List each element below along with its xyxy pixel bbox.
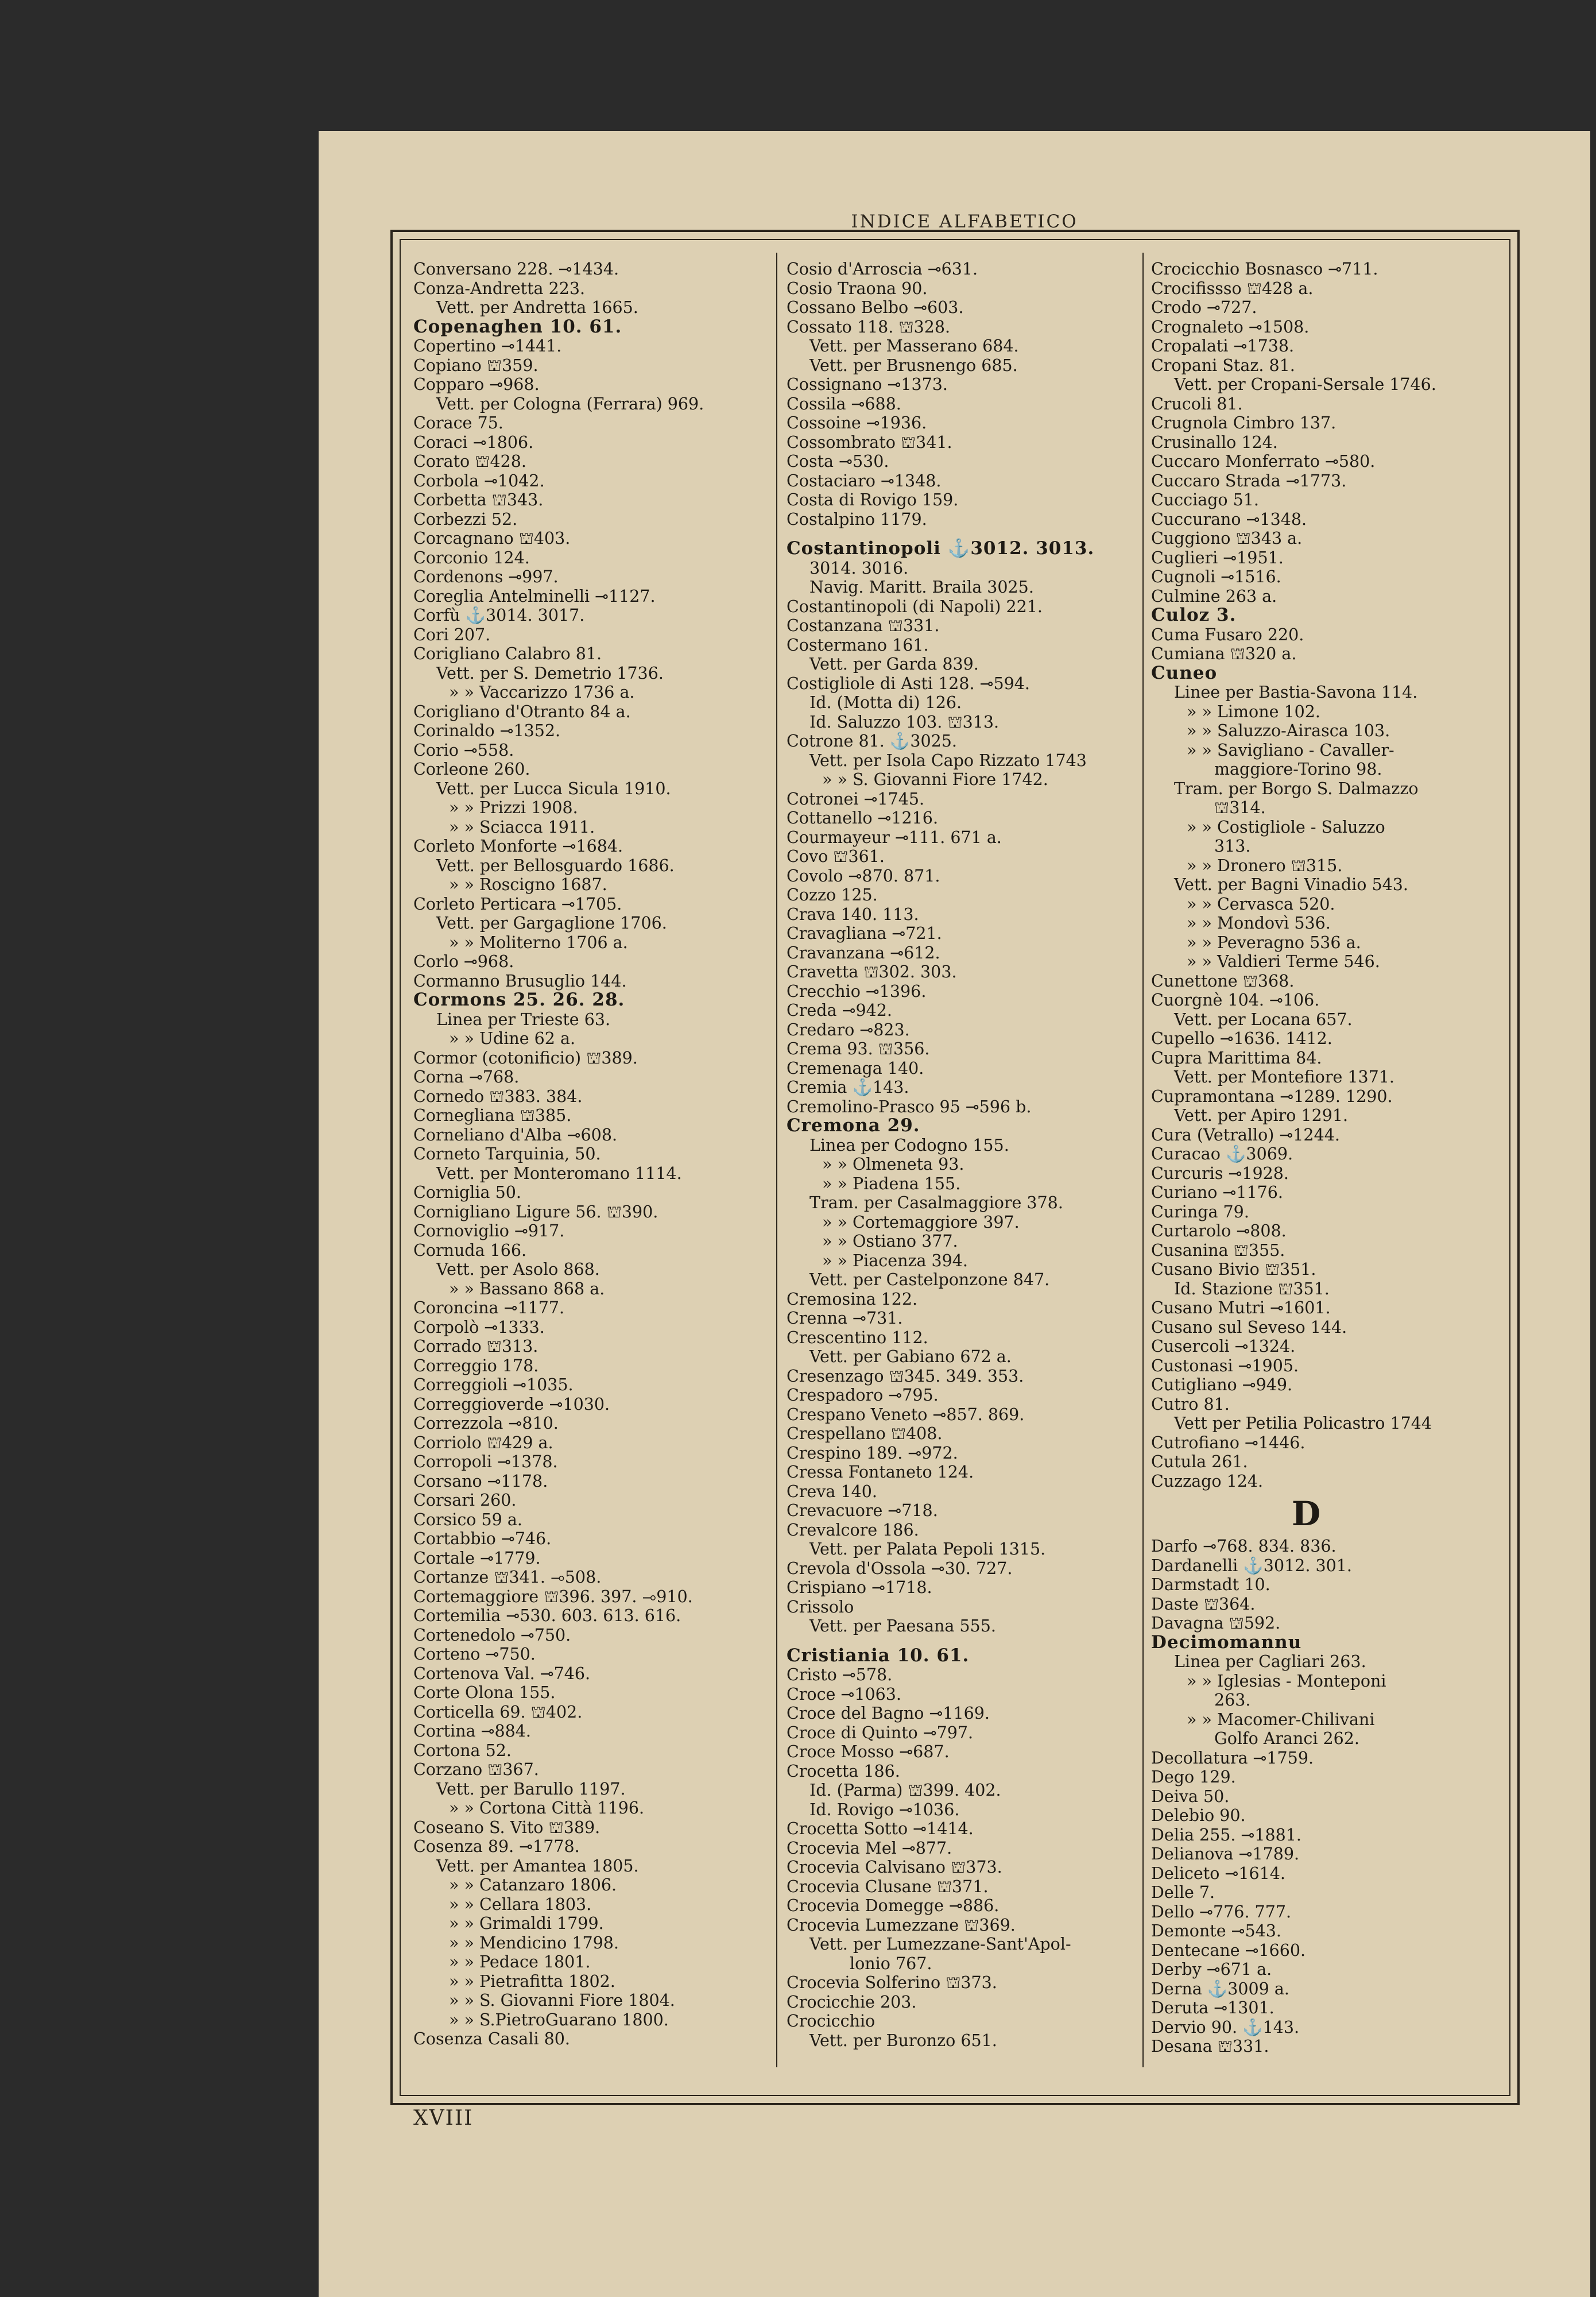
index-entry: Corzano ⛫367. [413, 1760, 539, 1779]
column-divider [1142, 253, 1144, 2067]
index-entry: Corinaldo ⊸1352. [413, 721, 561, 740]
index-entry: Derby ⊸671 a. [1151, 1960, 1272, 1979]
index-entry: » » Prizzi 1908. [449, 798, 578, 817]
index-entry: » » Pietrafitta 1802. [449, 1971, 615, 1991]
index-entry: » » Savigliano - Cavaller- [1187, 740, 1394, 760]
index-entry: Linee per Bastia-Savona 114. [1174, 683, 1418, 702]
index-entry: Copiano ⛫359. [413, 355, 539, 375]
index-entry: lonio 767. [850, 1954, 932, 1973]
index-entry: Culmine 263 a. [1151, 586, 1277, 606]
index-entry: » » Limone 102. [1187, 702, 1320, 721]
index-entry: Vett. per Palata Pepoli 1315. [809, 1540, 1046, 1559]
index-heading: Decimomannu [1151, 1631, 1302, 1653]
index-entry: » » Grimaldi 1799. [449, 1914, 604, 1933]
index-column-1 [413, 260, 764, 2049]
index-entry: Croce Mosso ⊸687. [787, 1742, 950, 1761]
index-entry: Cortona 52. [413, 1741, 512, 1760]
index-entry: Decollatura ⊸1759. [1151, 1748, 1314, 1768]
index-entry: Crocevia Mel ⊸877. [787, 1838, 952, 1858]
index-entry: Costermano 161. [787, 635, 929, 655]
index-entry: Curcuris ⊸1928. [1151, 1163, 1289, 1183]
index-entry: Vett. per Cropani-Sersale 1746. [1174, 375, 1436, 394]
index-entry: » » Peveragno 536 a. [1187, 933, 1361, 952]
index-entry: Crevola d'Ossola ⊸30. 727. [787, 1559, 1013, 1578]
index-entry: Cormor (cotonificio) ⛫389. [413, 1048, 638, 1068]
index-entry: Crecchio ⊸1396. [787, 981, 927, 1001]
index-entry: Cusano Bivio ⛫351. [1151, 1260, 1316, 1279]
index-entry: Linea per Codogno 155. [809, 1135, 1009, 1155]
index-entry: Corio ⊸558. [413, 740, 514, 760]
index-entry: Cuglieri ⊸1951. [1151, 548, 1284, 567]
index-entry: Deliceto ⊸1614. [1151, 1863, 1285, 1883]
index-entry: Cugnoli ⊸1516. [1151, 567, 1281, 586]
index-entry: Tram. per Borgo S. Dalmazzo [1174, 779, 1419, 798]
index-entry: Vett. per Lucca Sicula 1910. [436, 779, 671, 798]
index-heading: Cormons 25. 26. 28. [413, 989, 625, 1010]
index-entry: Cosenza Casali 80. [413, 2029, 570, 2048]
index-entry: Cropani Staz. 81. [1151, 355, 1295, 375]
index-entry: Crucoli 81. [1151, 394, 1243, 413]
index-entry: Cutrofiano ⊸1446. [1151, 1433, 1306, 1452]
index-entry: Cutula 261. [1151, 1452, 1248, 1471]
index-entry: Cuggiono ⛫343 a. [1151, 529, 1303, 548]
index-entry: Corsano ⊸1178. [413, 1471, 548, 1491]
index-entry: Vett. per Cologna (Ferrara) 969. [436, 394, 704, 413]
index-entry: Cusano sul Seveso 144. [1151, 1317, 1347, 1337]
index-entry: Cornedo ⛫383. 384. [413, 1086, 583, 1106]
index-entry: Cucciago 51. [1151, 490, 1259, 509]
index-entry: Copertino ⊸1441. [413, 337, 562, 355]
index-entry: Cresenzago ⛫345. 349. 353. [787, 1366, 1024, 1386]
index-entry: Vett. per Masserano 684. [809, 337, 1019, 355]
index-entry: Costa ⊸530. [787, 452, 889, 471]
index-entry: » » Piadena 155. [822, 1174, 961, 1193]
index-entry: Vett. per Garda 839. [809, 655, 979, 674]
index-entry: Corbezzi 52. [413, 509, 518, 529]
index-entry: Crevalcore 186. [787, 1520, 919, 1540]
index-entry: Daste ⛫364. [1151, 1594, 1256, 1614]
index-entry: Cutigliano ⊸949. [1151, 1375, 1293, 1394]
index-entry: Deruta ⊸1301. [1151, 1998, 1275, 2017]
index-entry: Cravetta ⛫302. 303. [787, 962, 957, 981]
index-entry: Cortale ⊸1779. [413, 1548, 541, 1568]
index-heading: Culoz 3. [1151, 605, 1237, 625]
index-entry: Cupramontana ⊸1289. 1290. [1151, 1086, 1393, 1106]
index-entry: Cortenedolo ⊸750. [413, 1625, 571, 1645]
page-header: INDICE ALFABETICO [851, 211, 1078, 232]
index-entry: Corriolo ⛫429 a. [413, 1433, 553, 1452]
index-entry: Cusercoli ⊸1324. [1151, 1337, 1296, 1356]
index-entry: Corbetta ⛫343. [413, 490, 544, 509]
index-entry: Corna ⊸768. [413, 1068, 520, 1086]
index-entry: Crocevia Clusane ⛫371. [787, 1877, 989, 1896]
index-entry: Cotrone 81. ⚓3025. [787, 732, 957, 751]
index-entry: Cortemilia ⊸530. 603. 613. 616. [413, 1606, 681, 1625]
index-entry: Crissolo [787, 1597, 854, 1617]
index-entry: Derna ⚓3009 a. [1151, 1979, 1289, 1998]
index-entry: Courmayeur ⊸111. 671 a. [787, 827, 1002, 847]
index-entry: Tram. per Casalmaggiore 378. [809, 1193, 1063, 1212]
index-entry: Cuorgnè 104. ⊸106. [1151, 991, 1320, 1010]
index-entry: Costantinopoli (di Napoli) 221. [787, 597, 1043, 616]
index-entry: Cotronei ⊸1745. [787, 789, 925, 809]
index-entry: Cutro 81. [1151, 1394, 1230, 1414]
index-entry: Vett per Petilia Policastro 1744 [1174, 1414, 1432, 1433]
index-entry: Demonte ⊸543. [1151, 1921, 1281, 1940]
index-entry: » » Iglesias - Monteponi [1187, 1671, 1386, 1691]
index-heading: Cristiania 10. 61. [787, 1645, 970, 1666]
index-entry: Cornegliana ⛫385. [413, 1106, 572, 1125]
index-entry: » » Ostiano 377. [822, 1232, 958, 1251]
index-entry: Corneto Tarquinia, 50. [413, 1144, 601, 1163]
index-entry: Cossato 118. ⛫328. [787, 317, 951, 337]
index-entry: » » Mondovì 536. [1187, 914, 1331, 933]
index-entry: Vett. per Gargaglione 1706. [436, 914, 667, 933]
index-entry: ⛫314. [1214, 798, 1266, 817]
index-entry: Cossombrato ⛫341. [787, 432, 952, 452]
index-entry: Cusanina ⛫355. [1151, 1240, 1285, 1260]
index-entry: Delianova ⊸1789. [1151, 1844, 1300, 1863]
index-entry: Crocifissso ⛫428 a. [1151, 279, 1314, 298]
index-entry: Covo ⛫361. [787, 847, 885, 866]
index-entry: Cortemaggiore ⛫396. 397. ⊸910. [413, 1587, 693, 1606]
index-entry: Crocetta Sotto ⊸1414. [787, 1819, 974, 1838]
index-entry: Cosio d'Arroscia ⊸631. [787, 260, 978, 279]
index-entry: Corleto Monforte ⊸1684. [413, 837, 623, 856]
index-entry: » » Dronero ⛫315. [1187, 856, 1343, 875]
index-entry: Cressa Fontaneto 124. [787, 1463, 974, 1482]
index-entry: Dentecane ⊸1660. [1151, 1940, 1306, 1960]
index-entry: 263. [1214, 1691, 1251, 1710]
index-entry: Cuccurano ⊸1348. [1151, 509, 1307, 529]
index-entry: Cozzo 125. [787, 885, 878, 904]
index-entry: Vett. per Bellosguardo 1686. [436, 856, 675, 875]
index-entry: Correggioli ⊸1035. [413, 1375, 574, 1394]
index-entry: Cremosina 122. [787, 1289, 918, 1309]
index-entry: Cremia ⚓143. [787, 1078, 909, 1097]
index-entry: Cusano Mutri ⊸1601. [1151, 1298, 1331, 1317]
index-entry: Deiva 50. [1151, 1786, 1230, 1806]
index-entry: » » Olmeneta 93. [822, 1155, 964, 1174]
index-entry: Delle 7. [1151, 1883, 1215, 1902]
index-entry: Vett. per Monteromano 1114. [436, 1163, 682, 1183]
index-entry: Cossano Belbo ⊸603. [787, 298, 964, 317]
index-entry: » » Macomer-Chilivani [1187, 1710, 1375, 1729]
index-column-3 [1151, 260, 1501, 2056]
index-entry: Davagna ⛫592. [1151, 1614, 1281, 1633]
index-entry: » » Mendicino 1798. [449, 1933, 619, 1952]
column-divider [776, 253, 777, 2067]
index-entry: Croce di Quinto ⊸797. [787, 1723, 974, 1742]
index-entry: Crocevia Calvisano ⛫373. [787, 1858, 1002, 1877]
index-entry: Crescentino 112. [787, 1328, 928, 1347]
index-entry: Cornigliano Ligure 56. ⛫390. [413, 1202, 658, 1221]
index-entry: » » Valdieri Terme 546. [1187, 952, 1380, 971]
index-entry: Conza-Andretta 223. [413, 279, 586, 298]
index-entry: Corticella 69. ⛫402. [413, 1702, 583, 1722]
index-entry: Delebio 90. [1151, 1806, 1246, 1825]
index-entry: » » Costigliole - Saluzzo [1187, 817, 1385, 837]
index-entry: Vett. per Asolo 868. [436, 1260, 600, 1279]
index-entry: Desana ⛫331. [1151, 2037, 1269, 2056]
index-entry: Cristo ⊸578. [787, 1665, 893, 1684]
index-entry: Vett. per S. Demetrio 1736. [436, 663, 664, 683]
index-entry: Covolo ⊸870. 871. [787, 866, 940, 885]
index-entry: Correggioverde ⊸1030. [413, 1394, 610, 1414]
index-entry: Corigliano Calabro 81. [413, 644, 602, 663]
index-entry: » » S. Giovanni Fiore 1742. [822, 770, 1048, 789]
index-entry: » » Cervasca 520. [1187, 894, 1335, 914]
index-entry: Cremolino-Prasco 95 ⊸596 b. [787, 1097, 1032, 1116]
index-entry: Dello ⊸776. 777. [1151, 1902, 1292, 1921]
page-number: XVIII [413, 2106, 474, 2130]
index-entry: Corfù ⚓3014. 3017. [413, 606, 585, 625]
index-entry: Crema 93. ⛫356. [787, 1039, 930, 1058]
index-entry: » » Catanzaro 1806. [449, 1876, 617, 1894]
index-entry [787, 1636, 1137, 1646]
index-entry: Cossila ⊸688. [787, 394, 901, 413]
index-heading: Cuneo [1151, 662, 1218, 683]
index-entry: Corte Olona 155. [413, 1683, 556, 1702]
index-entry: Vett. per Andretta 1665. [436, 298, 638, 317]
index-entry: Coraci ⊸1806. [413, 432, 534, 452]
index-entry: Conversano 228. ⊸1434. [413, 260, 619, 279]
index-entry: Curiano ⊸1176. [1151, 1183, 1283, 1202]
index-entry: Curinga 79. [1151, 1202, 1249, 1221]
index-entry: Cornoviglio ⊸917. [413, 1221, 565, 1240]
index-entry: » » S. Giovanni Fiore 1804. [449, 1991, 675, 2010]
index-entry: » » Cortona Città 1196. [449, 1799, 645, 1818]
index-entry: Linea per Trieste 63. [436, 1010, 611, 1029]
index-entry: Cortanze ⛫341. ⊸508. [413, 1568, 602, 1587]
index-entry: Cormanno Brusuglio 144. [413, 971, 627, 991]
index-entry: Corneliano d'Alba ⊸608. [413, 1125, 618, 1144]
index-entry: Cuma Fusaro 220. [1151, 625, 1304, 644]
index-entry: Crusinallo 124. [1151, 432, 1278, 452]
index-entry: Costanzana ⛫331. [787, 616, 940, 635]
index-entry: Costigliole di Asti 128. ⊸594. [787, 674, 1030, 693]
index-entry: » » Pedace 1801. [449, 1952, 591, 1971]
index-entry: Crespadoro ⊸795. [787, 1386, 939, 1405]
index-entry: Dardanelli ⚓3012. 301. [1151, 1556, 1352, 1575]
index-entry: » » S.PietroGuarano 1800. [449, 2010, 669, 2029]
index-entry: Dego 129. [1151, 1768, 1236, 1786]
index-entry: Corniglia 50. [413, 1183, 521, 1202]
index-entry: Croce ⊸1063. [787, 1684, 901, 1704]
index-entry: Correzzola ⊸810. [413, 1414, 559, 1433]
index-entry: Vett. per Bagni Vinadio 543. [1174, 875, 1408, 894]
index-entry: Golfo Aranci 262. [1214, 1729, 1359, 1748]
index-entry: Corteno ⊸750. [413, 1645, 536, 1664]
index-entry: Vett. per Isola Capo Rizzato 1743 [809, 751, 1087, 770]
index-entry: Copparo ⊸968. [413, 375, 540, 394]
index-entry: » » Vaccarizzo 1736 a. [449, 683, 635, 702]
index-entry: Id. Rovigo ⊸1036. [809, 1800, 960, 1819]
index-entry: Vett. per Gabiano 672 a. [809, 1347, 1012, 1366]
index-entry: Navig. Maritt. Braila 3025. [809, 578, 1034, 597]
index-entry: Corato ⛫428. [413, 452, 526, 471]
index-entry: Cossignano ⊸1373. [787, 375, 948, 394]
index-entry: » » Cellara 1803. [449, 1894, 592, 1914]
index-entry: Cunettone ⛫368. [1151, 971, 1295, 991]
index-entry: Vett. per Apiro 1291. [1174, 1106, 1349, 1125]
index-entry: » » Bassano 868 a. [449, 1279, 605, 1298]
index-entry: Id. Stazione ⛫351. [1174, 1279, 1330, 1298]
index-entry: Croce del Bagno ⊸1169. [787, 1704, 990, 1723]
index-entry: Crocicchio Bosnasco ⊸711. [1151, 260, 1378, 279]
index-entry: Vett. per Montefiore 1371. [1174, 1068, 1394, 1086]
index-entry: Coroncina ⊸1177. [413, 1298, 565, 1317]
index-entry: Cosenza 89. ⊸1778. [413, 1837, 580, 1856]
index-entry: » » Sciacca 1911. [449, 817, 595, 837]
index-entry: Cuccaro Monferrato ⊸580. [1151, 452, 1376, 471]
index-entry: Vett. per Amantea 1805. [436, 1856, 639, 1876]
index-entry: Corlo ⊸968. [413, 952, 514, 971]
index-entry: Linea per Cagliari 263. [1174, 1652, 1366, 1671]
index-entry: Coseano S. Vito ⛫389. [413, 1818, 601, 1837]
index-entry: Cuzzago 124. [1151, 1471, 1264, 1491]
index-entry: Crodo ⊸727. [1151, 298, 1257, 317]
index-entry: » » Udine 62 a. [449, 1029, 576, 1048]
index-entry: Vett. per Castelponzone 847. [809, 1270, 1050, 1289]
index-entry: Cremenaga 140. [787, 1058, 924, 1078]
index-entry: Crava 140. 113. [787, 904, 919, 924]
index-entry: Creva 140. [787, 1482, 877, 1501]
index-entry: Coreglia Antelminelli ⊸1127. [413, 586, 656, 606]
index-entry: Id. (Motta di) 126. [809, 693, 962, 712]
index-entry: Vett. per Lumezzane-Sant'Apol- [809, 1935, 1071, 1954]
index-entry: Crenna ⊸731. [787, 1309, 903, 1328]
index-entry: Costaciaro ⊸1348. [787, 471, 942, 490]
index-heading: Cremona 29. [787, 1115, 920, 1136]
index-entry: Corace 75. [413, 413, 503, 432]
index-entry: Cordenons ⊸997. [413, 567, 559, 586]
index-entry: Costa di Rovigo 159. [787, 490, 959, 509]
index-entry: Cortenova Val. ⊸746. [413, 1664, 591, 1683]
index-entry: Crocetta 186. [787, 1761, 900, 1781]
index-entry: Delia 255. ⊸1881. [1151, 1825, 1301, 1844]
index-entry: Vett. per Barullo 1197. [436, 1779, 626, 1799]
index-entry: Cori 207. [413, 625, 491, 644]
index-entry: maggiore-Torino 98. [1214, 760, 1382, 779]
index-entry: Crocevia Domegge ⊸886. [787, 1896, 1000, 1915]
index-entry: Corleone 260. [413, 760, 530, 779]
index-entry: Corcagnano ⛫403. [413, 529, 571, 548]
index-entry: Cumiana ⛫320 a. [1151, 644, 1297, 663]
section-letter: D [1291, 1494, 1321, 1533]
index-entry: Cupra Marittima 84. [1151, 1048, 1322, 1068]
index-entry: Crocevia Solferino ⛫373. [787, 1973, 997, 1992]
index-entry: Costalpino 1179. [787, 509, 927, 529]
index-entry: Cropalati ⊸1738. [1151, 337, 1295, 355]
index-entry: Crognaleto ⊸1508. [1151, 317, 1310, 337]
index-entry: Cuccaro Strada ⊸1773. [1151, 471, 1347, 490]
index-entry: Cosio Traona 90. [787, 279, 928, 298]
index-entry: Curacao ⚓3069. [1151, 1144, 1293, 1163]
index-entry: Cupello ⊸1636. 1412. [1151, 1029, 1332, 1048]
index-entry: Vett. per Locana 657. [1174, 1010, 1353, 1029]
index-entry: Vett. per Brusnengo 685. [809, 355, 1018, 375]
index-entry: Corsari 260. [413, 1491, 517, 1510]
index-entry: Credaro ⊸823. [787, 1020, 910, 1039]
index-entry: Corleto Perticara ⊸1705. [413, 894, 622, 914]
index-entry: Crocicchie 203. [787, 1992, 917, 2012]
index-entry: Cossoine ⊸1936. [787, 413, 927, 432]
index-entry: Crespino 189. ⊸972. [787, 1443, 958, 1463]
index-entry: Corigliano d'Otranto 84 a. [413, 702, 631, 721]
index-entry: Crugnola Cimbro 137. [1151, 413, 1337, 432]
index-heading: Costantinopoli ⚓3012. 3013. [787, 538, 1095, 559]
index-entry: Curtarolo ⊸808. [1151, 1221, 1287, 1240]
index-entry: Corpolò ⊸1333. [413, 1317, 545, 1337]
index-entry: 313. [1214, 837, 1251, 856]
index-entry: Corropoli ⊸1378. [413, 1452, 558, 1471]
index-entry: Cravanzana ⊸612. [787, 943, 940, 962]
index-entry: Crespano Veneto ⊸857. 869. [787, 1405, 1025, 1424]
index-entry: Crispiano ⊸1718. [787, 1578, 932, 1597]
index-entry: Cornuda 166. [413, 1240, 527, 1260]
index-entry: 3014. 3016. [809, 558, 909, 578]
index-entry: Corsico 59 a. [413, 1510, 522, 1529]
index-entry: Cortabbio ⊸746. [413, 1529, 552, 1548]
index-entry: Dervio 90. ⚓143. [1151, 2017, 1300, 2037]
index-entry: Darmstadt 10. [1151, 1575, 1270, 1594]
index-entry: Id. (Parma) ⛫399. 402. [809, 1781, 1001, 1800]
index-entry: Crocevia Lumezzane ⛫369. [787, 1915, 1016, 1935]
index-entry: Crocicchio [787, 2012, 876, 2031]
index-entry: Vett. per Paesana 555. [809, 1617, 996, 1635]
index-entry: Vett. per Buronzo 651. [809, 2031, 997, 2050]
index-entry: Cura (Vetrallo) ⊸1244. [1151, 1125, 1340, 1144]
index-entry: Corconio 124. [413, 548, 530, 567]
index-entry: Darfo ⊸768. 834. 836. [1151, 1537, 1337, 1556]
index-entry: Crespellano ⛫408. [787, 1424, 943, 1443]
index-entry: Crevacuore ⊸718. [787, 1501, 938, 1520]
index-entry: Cortina ⊸884. [413, 1722, 531, 1741]
index-entry: Custonasi ⊸1905. [1151, 1356, 1299, 1375]
index-column-2 [787, 260, 1137, 2050]
index-entry: » » Piacenza 394. [822, 1251, 968, 1270]
index-entry: Creda ⊸942. [787, 1001, 892, 1020]
index-entry: » » Cortemaggiore 397. [822, 1212, 1020, 1232]
index-entry: Cravagliana ⊸721. [787, 924, 942, 943]
index-entry: Id. Saluzzo 103. ⛫313. [809, 712, 1000, 732]
index-entry: » » Saluzzo-Airasca 103. [1187, 721, 1390, 740]
index-entry: » » Moliterno 1706 a. [449, 933, 628, 952]
index-entry: Correggio 178. [413, 1356, 539, 1375]
index-entry: » » Roscigno 1687. [449, 875, 607, 894]
index-heading: Copenaghen 10. 61. [413, 316, 622, 337]
index-entry: Corrado ⛫313. [413, 1337, 539, 1356]
index-entry: Corbola ⊸1042. [413, 471, 545, 490]
index-entry: Cottanello ⊸1216. [787, 809, 939, 827]
